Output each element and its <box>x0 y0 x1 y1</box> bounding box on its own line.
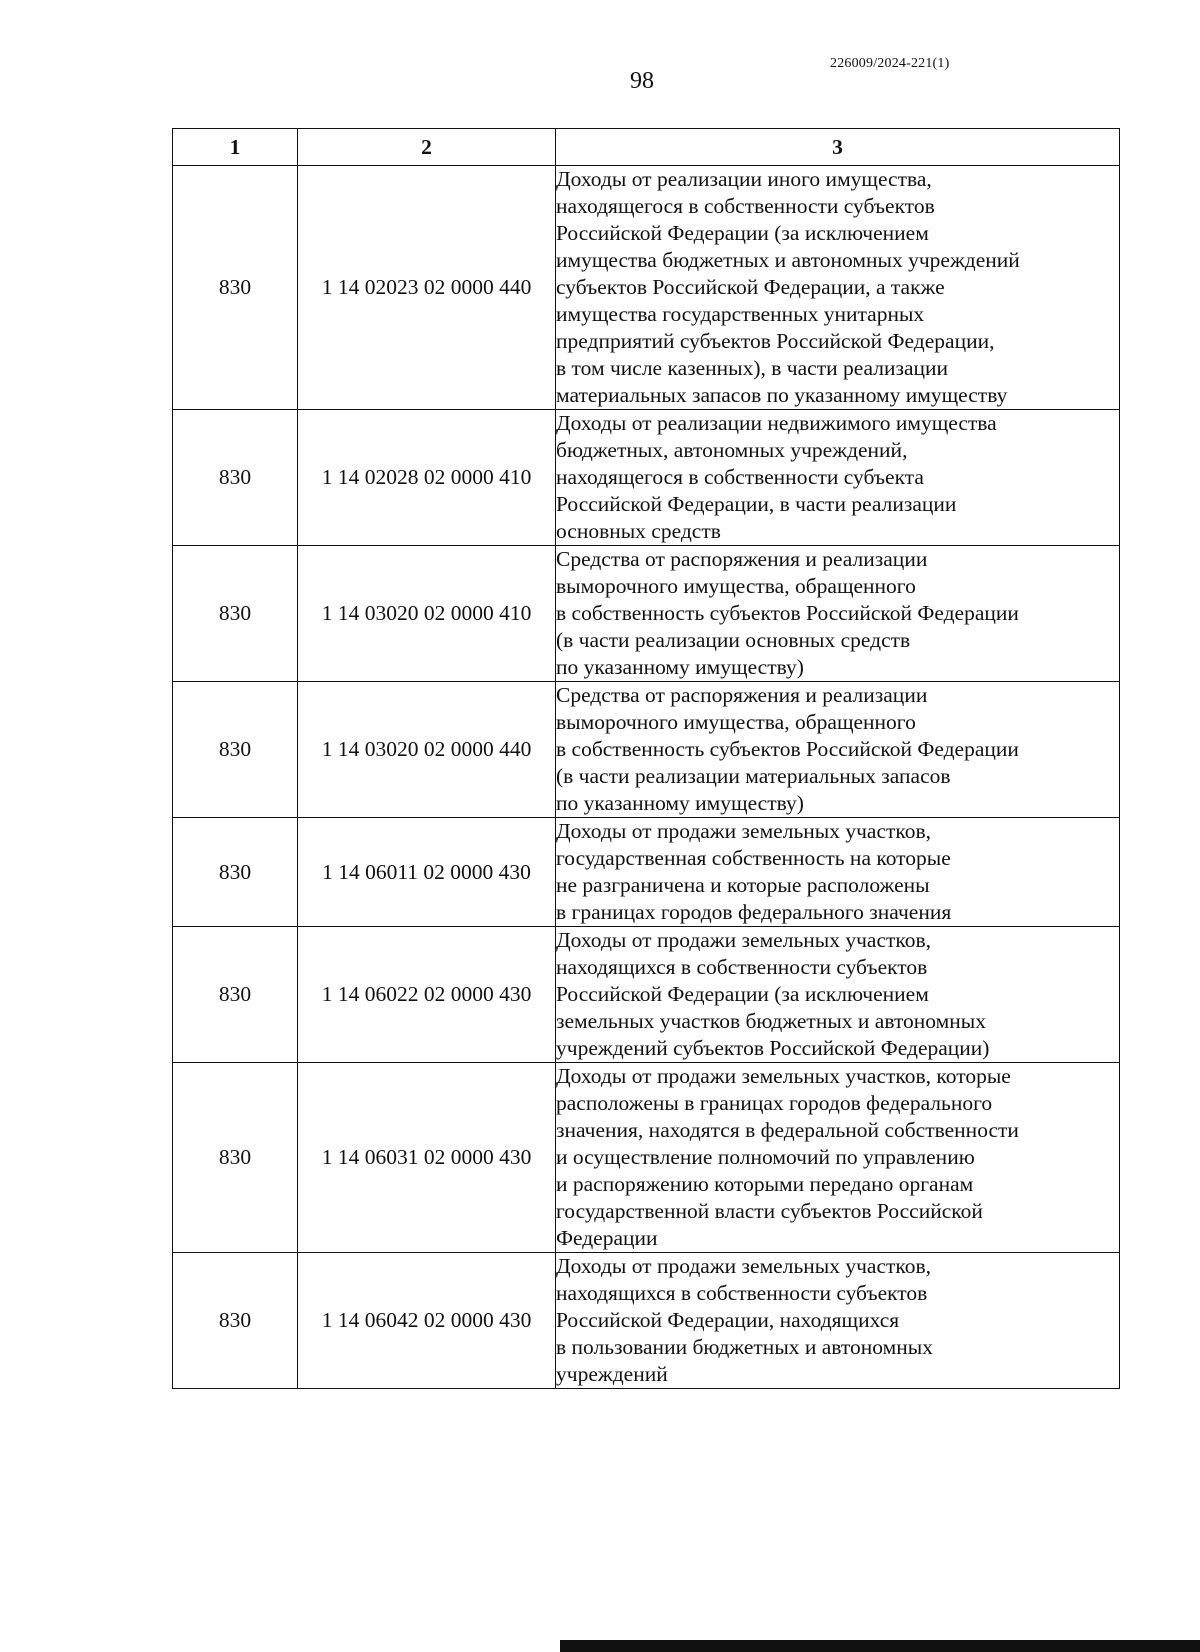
admin-code-cell: 830 <box>173 166 298 410</box>
admin-code-cell: 830 <box>173 927 298 1063</box>
revenue-codes-table <box>172 128 1120 1389</box>
admin-code-cell: 830 <box>173 410 298 546</box>
revenue-name-cell: Доходы от реализации недвижимого имущества бюджетных, автономных учреждений, находящегося в собственности субъекта Российской Федерации, в части реализации основных средств <box>556 410 1120 546</box>
admin-code-cell: 830 <box>173 818 298 927</box>
admin-code-cell: 830 <box>173 1063 298 1253</box>
admin-code-cell: 830 <box>173 682 298 818</box>
budget-code-cell: 1 14 06031 02 0000 430 <box>298 1063 556 1253</box>
budget-code-cell: 1 14 02028 02 0000 410 <box>298 410 556 546</box>
scan-edge-bar <box>560 1640 1200 1652</box>
budget-code-cell: 1 14 03020 02 0000 440 <box>298 682 556 818</box>
table-header-row <box>173 129 1120 166</box>
budget-code-cell: 1 14 06022 02 0000 430 <box>298 927 556 1063</box>
table-row <box>173 682 1120 818</box>
table-row <box>173 927 1120 1063</box>
revenue-name-cell: Средства от распоряжения и реализации выморочного имущества, обращенного в собственность субъектов Российской Федерации (в части реализации материальных запасов по указанному имуществу) <box>556 682 1120 818</box>
budget-code-cell: 1 14 06011 02 0000 430 <box>298 818 556 927</box>
column-header-1: 1 <box>173 129 298 166</box>
table-row <box>173 166 1120 410</box>
admin-code-cell: 830 <box>173 1253 298 1389</box>
table-row <box>173 1253 1120 1389</box>
revenue-name-cell: Доходы от продажи земельных участков, которые расположены в границах городов федерального значения, находятся в федеральной собственности и осуществление полномочий по управлению и распоряжению которыми передано органам государственной власти субъектов Российской Федерации <box>556 1063 1120 1253</box>
revenue-name-cell: Доходы от продажи земельных участков, находящихся в собственности субъектов Российской Федерации (за исключением земельных участков бюджетных и автономных учреждений субъектов Российской Федерации) <box>556 927 1120 1063</box>
budget-code-cell: 1 14 03020 02 0000 410 <box>298 546 556 682</box>
admin-code-cell: 830 <box>173 546 298 682</box>
revenue-name-cell: Средства от распоряжения и реализации выморочного имущества, обращенного в собственность субъектов Российской Федерации (в части реализации основных средств по указанному имуществу) <box>556 546 1120 682</box>
document-id: 226009/2024-221(1) <box>830 56 950 71</box>
revenue-name-cell: Доходы от продажи земельных участков, находящихся в собственности субъектов Российской Федерации, находящихся в пользовании бюджетных и автономных учреждений <box>556 1253 1120 1389</box>
table-row <box>173 818 1120 927</box>
budget-code-cell: 1 14 02023 02 0000 440 <box>298 166 556 410</box>
table-row <box>173 1063 1120 1253</box>
column-header-3: 3 <box>556 129 1120 166</box>
table-row <box>173 410 1120 546</box>
table-row <box>173 546 1120 682</box>
revenue-name-cell: Доходы от реализации иного имущества, находящегося в собственности субъектов Российской Федерации (за исключением имущества бюджетных и автономных учреждений субъектов Российской Федерации, а также имущества государственных унитарных предприятий субъектов Российской Федерации, в том числе казенных), в части реализации материальных запасов по указанному имуществу <box>556 166 1120 410</box>
column-header-2: 2 <box>298 129 556 166</box>
budget-code-cell: 1 14 06042 02 0000 430 <box>298 1253 556 1389</box>
page-number: 98 <box>630 68 654 94</box>
revenue-name-cell: Доходы от продажи земельных участков, государственная собственность на которые не разграничена и которые расположены в границах городов федерального значения <box>556 818 1120 927</box>
